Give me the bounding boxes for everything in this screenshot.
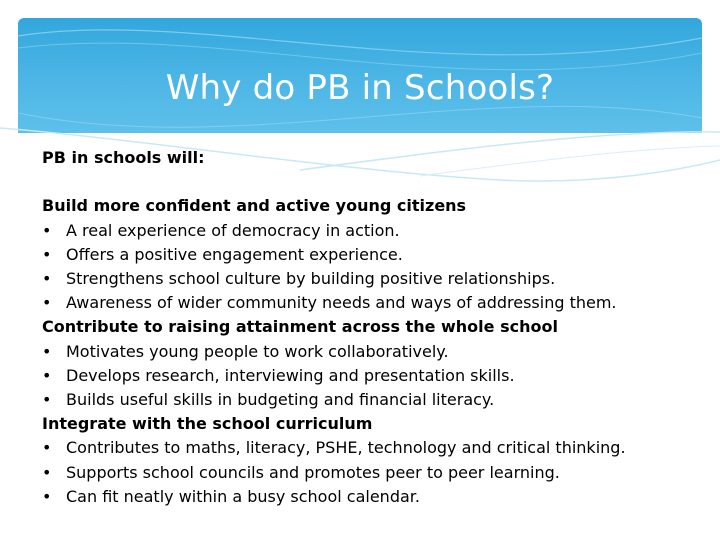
list-item: • Contributes to maths, literacy, PSHE, technology and critical thinking. <box>42 436 702 460</box>
list-item: • Develops research, interviewing and presentation skills. <box>42 364 702 388</box>
section-heading: Build more confident and active young citizens <box>42 196 467 216</box>
list-item: • Can fit neatly within a busy school calendar. <box>42 485 702 509</box>
bullet-glyph: • <box>42 438 52 458</box>
list-item: • A real experience of democracy in action. <box>42 219 702 243</box>
intro-text: PB in schools will: <box>42 148 205 167</box>
bullet-glyph: • <box>42 293 52 313</box>
bullet-glyph: • <box>42 220 52 240</box>
list-item: • Supports school councils and promotes peer to peer learning. <box>42 461 702 485</box>
list-item: • Builds useful skills in budgeting and financial literacy. <box>42 388 702 412</box>
bullet-glyph: • <box>42 365 52 385</box>
bullet-glyph: • <box>42 341 52 361</box>
bullet-glyph: • <box>42 244 52 264</box>
bullet-glyph: • <box>42 390 52 410</box>
list-item: • Awareness of wider community needs and ways of addressing them. <box>42 291 702 315</box>
section-heading: Integrate with the school curriculum <box>42 414 373 434</box>
bullet-glyph: • <box>42 269 52 288</box>
slide-body <box>42 146 702 509</box>
list-item: • Offers a positive engagement experience. <box>42 243 702 267</box>
section-heading: Contribute to raising attainment across the whole school <box>42 317 558 337</box>
bullet-glyph: • <box>42 462 52 482</box>
bullet-glyph: • <box>42 486 52 506</box>
list-item: • Motivates young people to work collaboratively. <box>42 340 702 364</box>
slide-title: Why do PB in Schools? <box>165 68 555 108</box>
list-item: • Strengthens school culture by building positive relationships. <box>42 267 702 291</box>
